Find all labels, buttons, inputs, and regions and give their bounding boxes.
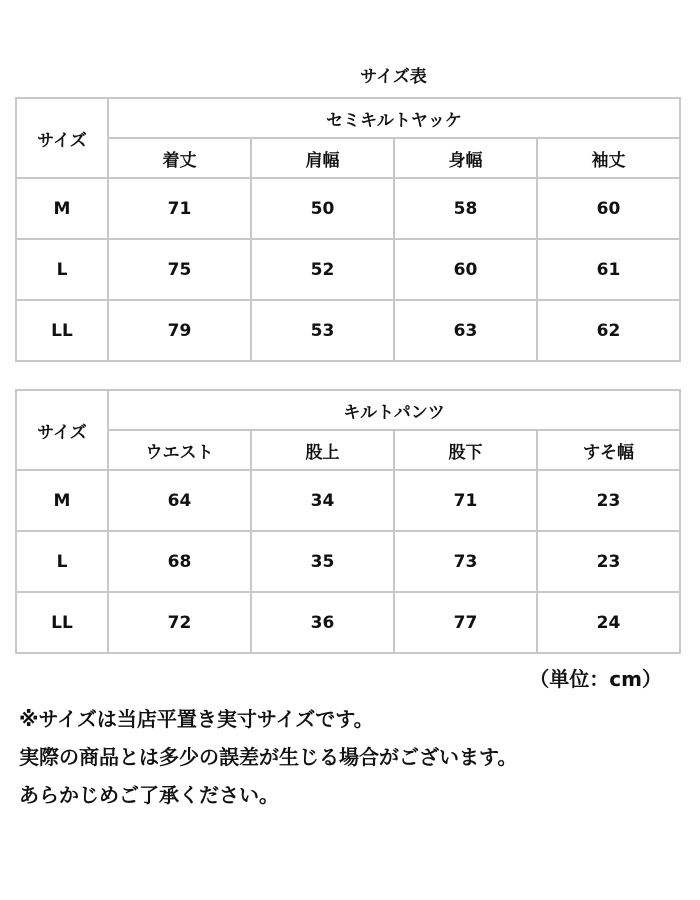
table-row (16, 178, 680, 239)
table-row (16, 300, 680, 361)
value-cell: 68 (108, 531, 251, 592)
size-chart-title: サイズ表 (360, 67, 427, 87)
value-cell: 72 (108, 592, 251, 653)
value-cell: 34 (251, 470, 394, 531)
size-header-cell: サイズ (16, 98, 108, 178)
value-cell: 71 (394, 470, 537, 531)
note-line: 実際の商品とは多少の誤差が生じる場合がございます。 (19, 745, 518, 769)
size-label-cell: M (16, 178, 108, 239)
size-label-cell: L (16, 239, 108, 300)
size-header-cell: サイズ (16, 390, 108, 470)
column-header: 身幅 (394, 138, 537, 178)
value-cell: 79 (108, 300, 251, 361)
table-row (16, 531, 680, 592)
pants-size-table (15, 389, 681, 654)
product-name-cell: キルトパンツ (108, 390, 680, 430)
column-header: すそ幅 (537, 430, 680, 470)
note-line: あらかじめご了承ください。 (19, 783, 279, 807)
table-row (16, 470, 680, 531)
size-label-cell: M (16, 470, 108, 531)
value-cell: 63 (394, 300, 537, 361)
column-header: ウエスト (108, 430, 251, 470)
value-cell: 36 (251, 592, 394, 653)
value-cell: 23 (537, 470, 680, 531)
value-cell: 75 (108, 239, 251, 300)
value-cell: 23 (537, 531, 680, 592)
unit-note: （単位：cm） (529, 667, 662, 691)
value-cell: 35 (251, 531, 394, 592)
note-line: ※サイズは当店平置き実寸サイズです。 (19, 707, 374, 731)
column-header: 着丈 (108, 138, 251, 178)
value-cell: 71 (108, 178, 251, 239)
value-cell: 60 (537, 178, 680, 239)
table-row (16, 239, 680, 300)
column-header: 股上 (251, 430, 394, 470)
product-name-cell: セミキルトヤッケ (108, 98, 680, 138)
measurement-header-row (16, 430, 680, 470)
value-cell: 50 (251, 178, 394, 239)
column-header: 肩幅 (251, 138, 394, 178)
size-notes (19, 700, 517, 814)
value-cell: 24 (537, 592, 680, 653)
value-cell: 61 (537, 239, 680, 300)
table-header-row (16, 98, 680, 138)
jacket-size-table (15, 97, 681, 362)
table-header-row (16, 390, 680, 430)
measurement-header-row (16, 138, 680, 178)
size-label-cell: LL (16, 592, 108, 653)
value-cell: 77 (394, 592, 537, 653)
column-header: 股下 (394, 430, 537, 470)
value-cell: 58 (394, 178, 537, 239)
size-label-cell: LL (16, 300, 108, 361)
value-cell: 53 (251, 300, 394, 361)
size-label-cell: L (16, 531, 108, 592)
value-cell: 73 (394, 531, 537, 592)
table-row (16, 592, 680, 653)
column-header: 袖丈 (537, 138, 680, 178)
value-cell: 60 (394, 239, 537, 300)
value-cell: 52 (251, 239, 394, 300)
value-cell: 64 (108, 470, 251, 531)
value-cell: 62 (537, 300, 680, 361)
